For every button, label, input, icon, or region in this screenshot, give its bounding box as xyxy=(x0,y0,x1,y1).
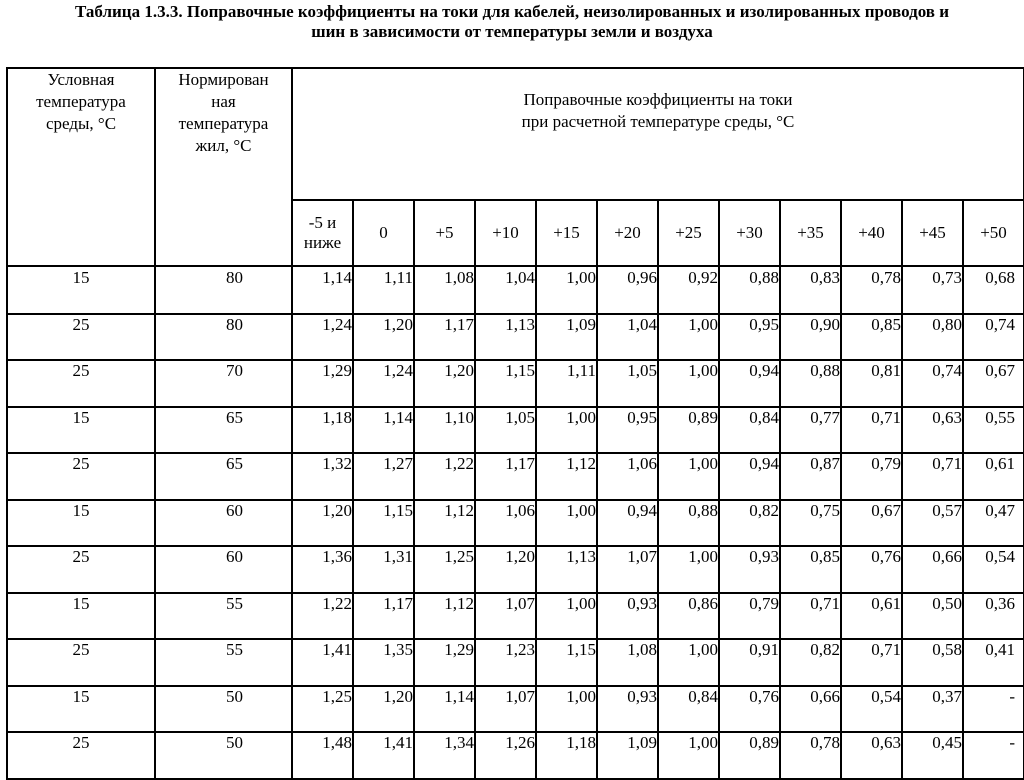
cell-coefficient: 1,24 xyxy=(292,314,353,361)
header-env-temp-line: среды, °С xyxy=(45,114,117,133)
cell-coefficient: 0,47 xyxy=(963,500,1024,547)
cell-coefficient: 1,00 xyxy=(536,266,597,314)
cell-coefficient: 0,95 xyxy=(719,314,780,361)
cell-coefficient: 1,00 xyxy=(658,453,719,500)
cell-coefficient: 0,93 xyxy=(597,593,658,640)
cell-coefficient: 1,11 xyxy=(536,360,597,407)
cell-coefficient: 1,20 xyxy=(353,686,414,733)
cell-coefficient: 1,32 xyxy=(292,453,353,500)
table-row xyxy=(7,593,1024,640)
table-row xyxy=(7,453,1024,500)
cell-coefficient: 0,96 xyxy=(597,266,658,314)
header-group-line: при расчетной температуре среды, °С xyxy=(521,112,795,131)
cell-coefficient: 0,75 xyxy=(780,500,841,547)
header-group-line: Поправочные коэффициенты на токи xyxy=(523,90,793,109)
cell-coefficient: 0,58 xyxy=(902,639,963,686)
cell-coefficient: 0,50 xyxy=(902,593,963,640)
cell-coefficient: 0,92 xyxy=(658,266,719,314)
cell-coefficient: 0,89 xyxy=(658,407,719,454)
cell-coefficient: 0,63 xyxy=(902,407,963,454)
cell-coefficient: 1,00 xyxy=(536,686,597,733)
cell-coefficient: 1,00 xyxy=(658,314,719,361)
cell-coefficient: 1,12 xyxy=(414,500,475,547)
cell-coefficient: 1,31 xyxy=(353,546,414,593)
cell-coefficient: 0,68 xyxy=(963,266,1024,314)
header-core-temp xyxy=(155,68,292,266)
cell-coefficient: 0,82 xyxy=(780,639,841,686)
cell-coefficient: 1,09 xyxy=(536,314,597,361)
table-row xyxy=(7,686,1024,733)
header-core-temp-line: жил, °С xyxy=(195,136,252,155)
cell-coefficient: 1,17 xyxy=(475,453,536,500)
cell-coefficient: 0,93 xyxy=(597,686,658,733)
header-temp-11: +50 xyxy=(963,200,1024,266)
cell-env-temp: 25 xyxy=(7,360,155,407)
cell-coefficient: 1,05 xyxy=(475,407,536,454)
cell-coefficient: - xyxy=(963,732,1024,779)
cell-coefficient: 1,06 xyxy=(597,453,658,500)
cell-core-temp: 55 xyxy=(155,639,292,686)
header-temp-10: +45 xyxy=(902,200,963,266)
cell-coefficient: 0,78 xyxy=(841,266,902,314)
header-temp-7: +30 xyxy=(719,200,780,266)
cell-coefficient: 0,67 xyxy=(963,360,1024,407)
cell-coefficient: 0,71 xyxy=(902,453,963,500)
cell-coefficient: 1,20 xyxy=(414,360,475,407)
cell-coefficient: 1,17 xyxy=(353,593,414,640)
table-caption-line-1: Таблица 1.3.3. Поправочные коэффициенты на токи для кабелей, неизолированных и изолированных проводов и xyxy=(74,2,949,21)
cell-coefficient: 1,20 xyxy=(353,314,414,361)
cell-coefficient: 0,81 xyxy=(841,360,902,407)
cell-coefficient: 1,12 xyxy=(414,593,475,640)
cell-coefficient: 0,45 xyxy=(902,732,963,779)
cell-coefficient: 1,10 xyxy=(414,407,475,454)
table-row xyxy=(7,639,1024,686)
cell-coefficient: 1,14 xyxy=(414,686,475,733)
cell-coefficient: 1,17 xyxy=(414,314,475,361)
header-temp-2: +5 xyxy=(414,200,475,266)
cell-coefficient: 1,08 xyxy=(414,266,475,314)
cell-coefficient: 1,07 xyxy=(475,686,536,733)
cell-coefficient: 0,71 xyxy=(780,593,841,640)
header-temp-5: +20 xyxy=(597,200,658,266)
cell-coefficient: 0,95 xyxy=(597,407,658,454)
table-row xyxy=(7,360,1024,407)
cell-coefficient: 0,79 xyxy=(719,593,780,640)
cell-coefficient: 1,27 xyxy=(353,453,414,500)
cell-coefficient: 0,41 xyxy=(963,639,1024,686)
cell-coefficient: 0,82 xyxy=(719,500,780,547)
cell-core-temp: 50 xyxy=(155,732,292,779)
header-coefficients-group xyxy=(292,68,1024,200)
cell-coefficient: 1,11 xyxy=(353,266,414,314)
cell-coefficient: 0,73 xyxy=(902,266,963,314)
cell-coefficient: 1,04 xyxy=(597,314,658,361)
cell-core-temp: 80 xyxy=(155,266,292,314)
cell-coefficient: 1,06 xyxy=(475,500,536,547)
cell-coefficient: 0,85 xyxy=(841,314,902,361)
cell-coefficient: 1,29 xyxy=(414,639,475,686)
cell-coefficient: 1,29 xyxy=(292,360,353,407)
cell-coefficient: 1,13 xyxy=(536,546,597,593)
cell-coefficient: 1,00 xyxy=(536,407,597,454)
cell-coefficient: 0,84 xyxy=(658,686,719,733)
cell-core-temp: 50 xyxy=(155,686,292,733)
cell-coefficient: 1,14 xyxy=(353,407,414,454)
cell-env-temp: 25 xyxy=(7,639,155,686)
cell-coefficient: 0,74 xyxy=(963,314,1024,361)
cell-coefficient: 1,48 xyxy=(292,732,353,779)
table-caption-line-2: шин в зависимости от температуры земли и воздуха xyxy=(311,22,713,41)
cell-coefficient: 1,00 xyxy=(658,360,719,407)
header-temp-3: +10 xyxy=(475,200,536,266)
cell-env-temp: 25 xyxy=(7,546,155,593)
cell-coefficient: 1,24 xyxy=(353,360,414,407)
table-row xyxy=(7,407,1024,454)
cell-coefficient: 1,18 xyxy=(292,407,353,454)
cell-coefficient: 0,86 xyxy=(658,593,719,640)
cell-coefficient: 1,20 xyxy=(292,500,353,547)
cell-env-temp: 15 xyxy=(7,593,155,640)
cell-coefficient: - xyxy=(963,686,1024,733)
cell-coefficient: 0,71 xyxy=(841,407,902,454)
cell-coefficient: 1,00 xyxy=(658,639,719,686)
cell-coefficient: 1,14 xyxy=(292,266,353,314)
cell-core-temp: 65 xyxy=(155,407,292,454)
header-env-temp xyxy=(7,68,155,266)
cell-core-temp: 60 xyxy=(155,500,292,547)
cell-coefficient: 0,89 xyxy=(719,732,780,779)
cell-env-temp: 25 xyxy=(7,732,155,779)
header-temp-4: +15 xyxy=(536,200,597,266)
cell-coefficient: 1,08 xyxy=(597,639,658,686)
cell-coefficient: 0,55 xyxy=(963,407,1024,454)
header-temp-1: 0 xyxy=(353,200,414,266)
cell-coefficient: 1,36 xyxy=(292,546,353,593)
cell-env-temp: 15 xyxy=(7,407,155,454)
cell-coefficient: 0,88 xyxy=(780,360,841,407)
cell-coefficient: 0,77 xyxy=(780,407,841,454)
cell-coefficient: 1,22 xyxy=(292,593,353,640)
cell-coefficient: 0,63 xyxy=(841,732,902,779)
cell-core-temp: 80 xyxy=(155,314,292,361)
cell-coefficient: 0,91 xyxy=(719,639,780,686)
header-env-temp-line: температура xyxy=(36,92,126,111)
cell-coefficient: 0,78 xyxy=(780,732,841,779)
table-row xyxy=(7,732,1024,779)
header-env-temp-line: Условная xyxy=(47,70,115,89)
table-body xyxy=(7,266,1024,779)
cell-core-temp: 55 xyxy=(155,593,292,640)
cell-coefficient: 0,66 xyxy=(780,686,841,733)
cell-coefficient: 0,66 xyxy=(902,546,963,593)
cell-coefficient: 1,09 xyxy=(597,732,658,779)
cell-env-temp: 15 xyxy=(7,266,155,314)
header-core-temp-line: температура xyxy=(178,114,269,133)
cell-core-temp: 70 xyxy=(155,360,292,407)
cell-coefficient: 0,67 xyxy=(841,500,902,547)
cell-env-temp: 15 xyxy=(7,500,155,547)
header-core-temp-line: ная xyxy=(211,92,236,111)
cell-coefficient: 0,54 xyxy=(963,546,1024,593)
cell-coefficient: 1,00 xyxy=(658,732,719,779)
header-temp-6: +25 xyxy=(658,200,719,266)
cell-coefficient: 1,20 xyxy=(475,546,536,593)
cell-coefficient: 0,93 xyxy=(719,546,780,593)
cell-coefficient: 1,07 xyxy=(475,593,536,640)
cell-coefficient: 0,88 xyxy=(719,266,780,314)
cell-coefficient: 1,15 xyxy=(475,360,536,407)
cell-coefficient: 1,34 xyxy=(414,732,475,779)
cell-coefficient: 0,37 xyxy=(902,686,963,733)
table-caption xyxy=(0,2,1024,42)
cell-coefficient: 1,00 xyxy=(536,500,597,547)
cell-coefficient: 1,41 xyxy=(353,732,414,779)
cell-coefficient: 0,79 xyxy=(841,453,902,500)
cell-coefficient: 1,13 xyxy=(475,314,536,361)
header-temp-9: +40 xyxy=(841,200,902,266)
cell-coefficient: 0,90 xyxy=(780,314,841,361)
cell-coefficient: 0,54 xyxy=(841,686,902,733)
cell-coefficient: 1,22 xyxy=(414,453,475,500)
cell-coefficient: 1,41 xyxy=(292,639,353,686)
cell-coefficient: 1,23 xyxy=(475,639,536,686)
cell-coefficient: 0,94 xyxy=(719,453,780,500)
cell-coefficient: 0,85 xyxy=(780,546,841,593)
cell-coefficient: 1,05 xyxy=(597,360,658,407)
table-row xyxy=(7,546,1024,593)
cell-core-temp: 65 xyxy=(155,453,292,500)
cell-coefficient: 0,74 xyxy=(902,360,963,407)
cell-coefficient: 1,00 xyxy=(536,593,597,640)
cell-coefficient: 1,15 xyxy=(353,500,414,547)
cell-coefficient: 0,83 xyxy=(780,266,841,314)
cell-env-temp: 25 xyxy=(7,314,155,361)
cell-coefficient: 0,88 xyxy=(658,500,719,547)
cell-coefficient: 0,80 xyxy=(902,314,963,361)
table-row xyxy=(7,314,1024,361)
cell-coefficient: 1,18 xyxy=(536,732,597,779)
cell-coefficient: 1,25 xyxy=(414,546,475,593)
cell-coefficient: 1,00 xyxy=(658,546,719,593)
cell-coefficient: 1,35 xyxy=(353,639,414,686)
cell-coefficient: 0,84 xyxy=(719,407,780,454)
cell-coefficient: 0,61 xyxy=(963,453,1024,500)
cell-coefficient: 0,61 xyxy=(841,593,902,640)
table-row xyxy=(7,266,1024,314)
cell-env-temp: 15 xyxy=(7,686,155,733)
cell-coefficient: 1,07 xyxy=(597,546,658,593)
cell-coefficient: 0,76 xyxy=(719,686,780,733)
cell-env-temp: 25 xyxy=(7,453,155,500)
cell-coefficient: 1,12 xyxy=(536,453,597,500)
cell-coefficient: 0,94 xyxy=(719,360,780,407)
correction-factors-table xyxy=(6,67,1024,780)
cell-coefficient: 1,25 xyxy=(292,686,353,733)
table-row xyxy=(7,500,1024,547)
header-core-temp-line: Нормирован xyxy=(178,70,269,89)
cell-coefficient: 0,36 xyxy=(963,593,1024,640)
cell-coefficient: 1,04 xyxy=(475,266,536,314)
cell-core-temp: 60 xyxy=(155,546,292,593)
cell-coefficient: 0,76 xyxy=(841,546,902,593)
cell-coefficient: 0,87 xyxy=(780,453,841,500)
cell-coefficient: 0,94 xyxy=(597,500,658,547)
cell-coefficient: 1,26 xyxy=(475,732,536,779)
header-temp-0: -5 и ниже xyxy=(292,200,353,266)
cell-coefficient: 0,57 xyxy=(902,500,963,547)
cell-coefficient: 1,15 xyxy=(536,639,597,686)
cell-coefficient: 0,71 xyxy=(841,639,902,686)
header-temp-8: +35 xyxy=(780,200,841,266)
